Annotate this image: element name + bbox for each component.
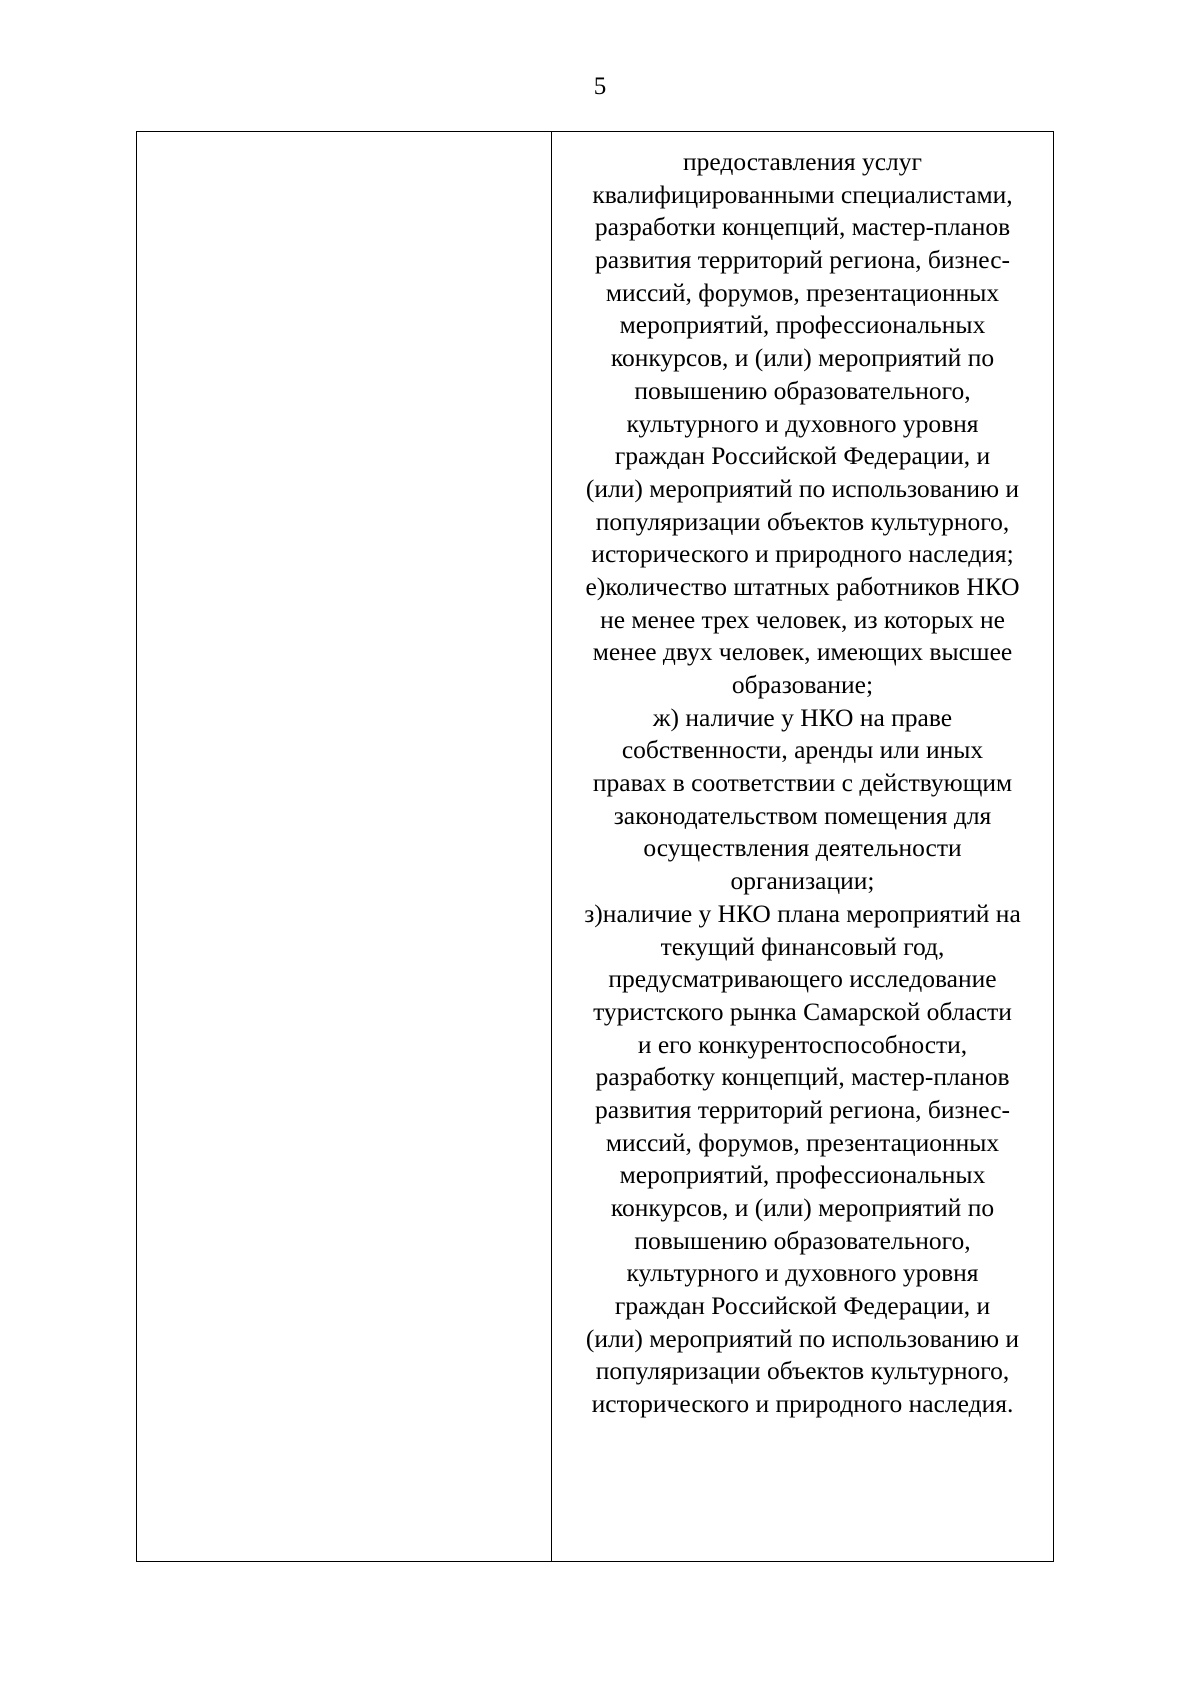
cell-text-line: квалифицированными специалистами, (592, 179, 1013, 209)
cell-text-line: миссий, форумов, презентационных (605, 277, 1000, 307)
cell-text-line: мероприятий, профессиональных (619, 310, 986, 340)
cell-text-line: и его конкурентоспособности, (637, 1029, 968, 1059)
cell-text-line: ж) наличие у НКО на праве (652, 702, 953, 732)
cell-text-line: осуществления деятельности (643, 833, 962, 863)
cell-text-line: предоставления услуг (683, 147, 922, 176)
cell-text-line: популяризации объектов культурного, (595, 1356, 1010, 1386)
cell-text-line: культурного и духовного уровня (626, 1258, 979, 1288)
cell-text-line: собственности, аренды или иных (621, 735, 984, 765)
cell-text-line: повышению образовательного, (634, 1225, 971, 1255)
cell-text-line: разработки концепций, мастер-планов (594, 212, 1011, 242)
cell-text-line: менее двух человек, имеющих высшее (592, 637, 1013, 667)
cell-text-line: (или) мероприятий по использованию и (585, 1323, 1020, 1353)
cell-text-line: повышению образовательного, (634, 375, 971, 405)
table-cell-left (137, 132, 552, 1561)
cell-text-line: предусматривающего исследование (608, 964, 997, 994)
cell-text-line: исторического и природного наследия. (591, 1389, 1014, 1419)
table-cell-right (552, 132, 1053, 1561)
cell-text-line: граждан Российской Федерации, и (614, 1291, 991, 1321)
cell-text-line: исторического и природного наследия; (591, 539, 1014, 569)
cell-text-line: (или) мероприятий по использованию и (585, 473, 1020, 503)
cell-text-line: популяризации объектов культурного, (595, 506, 1010, 536)
cell-text-line: текущий финансовый год, (660, 931, 945, 961)
cell-text-line: разработку концепций, мастер-планов (595, 1062, 1010, 1092)
cell-text-line: з)наличие у НКО плана мероприятий на (584, 898, 1021, 928)
cell-text-line: культурного и духовного уровня (626, 408, 979, 438)
cell-text-line: конкурсов, и (или) мероприятий по (610, 1193, 995, 1222)
cell-text-line: правах в соответствии с действующим (592, 768, 1013, 798)
cell-text-line: организации; (730, 866, 875, 896)
document-table (136, 131, 1054, 1562)
cell-text-line: миссий, форумов, презентационных (605, 1127, 1000, 1157)
page-number: 5 (593, 73, 607, 100)
cell-text-line: е)количество штатных работников НКО (585, 571, 1020, 601)
cell-text-line: мероприятий, профессиональных (619, 1160, 986, 1190)
cell-text-line: конкурсов, и (или) мероприятий по (610, 343, 995, 373)
cell-text-line: развития территорий региона, бизнес- (594, 245, 1011, 275)
cell-text-line: туристского рынка Самарской области (593, 996, 1012, 1026)
cell-text-line: законодательством помещения для (613, 800, 992, 830)
cell-text-line: образование; (731, 670, 874, 699)
cell-text-line: не менее трех человек, из которых не (600, 604, 1005, 634)
cell-text-line: развития территорий региона, бизнес- (594, 1094, 1011, 1124)
cell-text-line: граждан Российской Федерации, и (614, 441, 991, 471)
